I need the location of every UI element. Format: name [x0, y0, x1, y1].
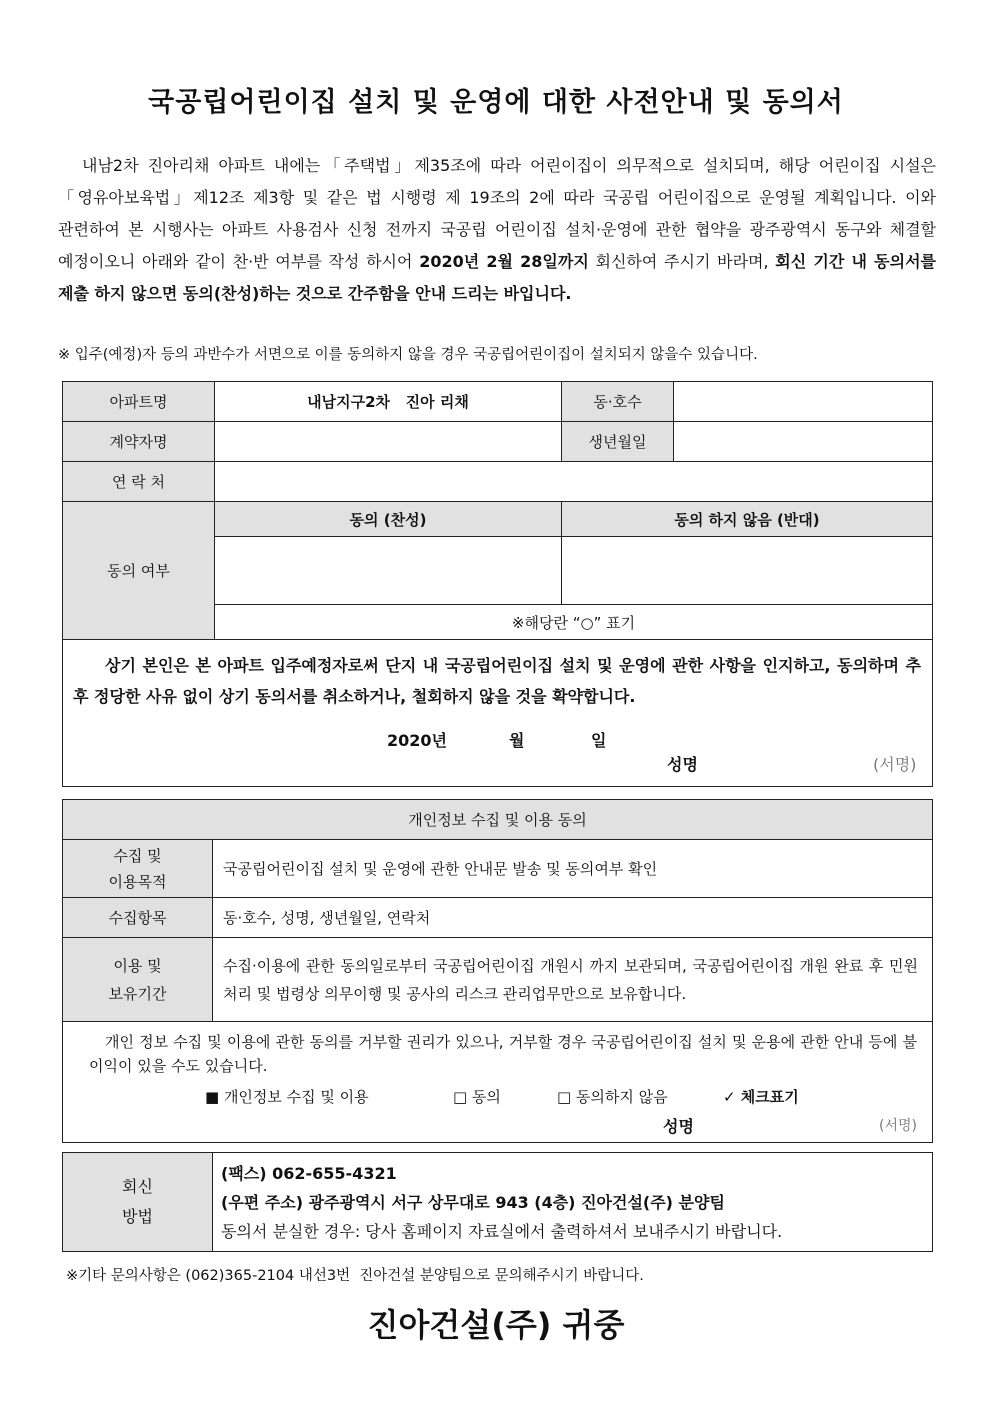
- items-value: 동·호수, 성명, 생년월일, 연락처: [213, 898, 933, 938]
- pledge-cell: [63, 640, 933, 787]
- pledge-sentence: 상기 본인은 본 아파트 입주예정자로써 단지 내 국공립어린이집 설치 및 운영에 관한 사항을 인지하고, 동의하며 추후 정당한 사유 없이 상기 동의서를 취소하거나, 철회하지 않을 것을 확약합니다.: [73, 656, 921, 706]
- agree-header: 동의 (찬성): [215, 502, 562, 537]
- privacy-sign-hint[interactable]: (서명): [879, 1118, 917, 1134]
- purpose-label: [63, 840, 213, 898]
- unit-field[interactable]: [674, 382, 933, 422]
- apt-value: 내남지구2차 진아 리채: [215, 382, 562, 422]
- retention-label-line2: 보유기간: [108, 984, 167, 1003]
- pledge-text: [73, 650, 921, 712]
- contact-label: 연 락 처: [63, 462, 215, 502]
- check-mark-hint: ✓ 체크표기: [723, 1088, 799, 1106]
- contractor-field[interactable]: [215, 422, 562, 462]
- sign-label: 성명: [667, 755, 698, 774]
- consent-label: 동의 여부: [63, 502, 215, 640]
- contact-field[interactable]: [215, 462, 933, 502]
- retention-label-line1: 이용 및: [113, 956, 162, 975]
- items-label: 수집항목: [63, 898, 213, 938]
- privacy-disagree-checkbox[interactable]: □ 동의하지 않음: [557, 1088, 668, 1106]
- intro-deadline: 2020년 2월 28일까지: [419, 252, 589, 271]
- document-title: 국공립어린이집 설치 및 운영에 대한 사전안내 및 동의서: [148, 87, 844, 118]
- intro-text-mid: 회신하여 주시기 바라며,: [588, 252, 776, 271]
- disagree-mark-cell[interactable]: [562, 537, 933, 605]
- inquiry-footnote: ※기타 문의사항은 (062)365-2104 내선3번 진아건설 분양팀으로 문의해주시기 바랍니다.: [66, 1268, 644, 1284]
- purpose-label-line1: 수집 및: [113, 846, 162, 865]
- intro-paragraph: [58, 150, 936, 310]
- unit-label: 동·호수: [562, 382, 674, 422]
- birth-field[interactable]: [674, 422, 933, 462]
- reply-label: [63, 1153, 213, 1252]
- date-year: 2020년: [387, 731, 447, 750]
- intro-text: 내남2차 진아리채 아파트 내에는「주택법」제35조에 따라 어린이집이 의무적으로 설치되며, 해당 어린이집 시설은「영유아보육법」제12조 제3항 및 같은 법 시행령 제 19조의 2에 따라 국공립 어린이집으로 운영될 계획입니다. 이와 관련하여 본 시행사는 아파트 사용검사 신청 전까지 국공립 어린이집 설치·운영에 관한 협약을 광주광역시 동구와 체결할 예정이오니 아래와 같이 찬·반 여부를 작성 하시어: [58, 156, 936, 271]
- contractor-label: 계약자명: [63, 422, 215, 462]
- retention-value: 수집·이용에 관한 동의일로부터 국공립어린이집 개원시 까지 보관되며, 국공립어린이집 개원 완료 후 민원처리 및 법령상 의무이행 및 공사의 리스크 관리업무만으로 보유합니다.: [213, 938, 933, 1022]
- sign-hint[interactable]: (서명): [873, 755, 917, 774]
- refuse-text: [89, 1030, 917, 1078]
- applicant-table: [62, 381, 933, 787]
- reply-details: [213, 1153, 933, 1252]
- date-day: 일: [591, 731, 607, 750]
- refuse-sentence: 개인 정보 수집 및 이용에 관한 동의를 거부할 권리가 있으나, 거부할 경우 국공립어린이집 설치 및 운용에 관한 안내 등에 불이익이 있을 수도 있습니다.: [89, 1033, 917, 1075]
- purpose-value: 국공립어린이집 설치 및 운영에 관한 안내문 발송 및 동의여부 확인: [213, 840, 933, 898]
- privacy-header: 개인정보 수집 및 이용 동의: [63, 800, 933, 840]
- date-month: 월: [509, 731, 525, 750]
- signoff: 진아건설(주) 귀중: [367, 1306, 625, 1344]
- disagree-header: 동의 하지 않음 (반대): [562, 502, 933, 537]
- reply-address: (우편 주소) 광주광역시 서구 상무대로 943 (4층) 진아건설(주) 분양팀: [221, 1192, 725, 1212]
- reply-lost-note: 동의서 분실한 경우: 당사 홈페이지 자료실에서 출력하셔서 보내주시기 바랍니다.: [221, 1221, 783, 1241]
- apt-label: 아파트명: [63, 382, 215, 422]
- birth-label: 생년월일: [562, 422, 674, 462]
- reply-table: [62, 1152, 933, 1252]
- refuse-cell: [63, 1022, 933, 1143]
- privacy-agree-checkbox[interactable]: □ 동의: [453, 1088, 501, 1106]
- reply-label-line2: 방법: [122, 1207, 153, 1226]
- retention-label: [63, 938, 213, 1022]
- mark-hint: ※해당란 “○” 표기: [215, 605, 933, 640]
- reply-label-line1: 회신: [122, 1177, 153, 1196]
- privacy-consent-label: ■ 개인정보 수집 및 이용: [205, 1088, 369, 1106]
- agree-mark-cell[interactable]: [215, 537, 562, 605]
- privacy-table: [62, 799, 933, 1143]
- majority-note: ※ 입주(예정)자 등의 과반수가 서면으로 이를 동의하지 않을 경우 국공립어린이집이 설치되지 않을수 있습니다.: [58, 347, 758, 363]
- reply-fax: (팩스) 062-655-4321: [221, 1163, 397, 1183]
- privacy-sign-label: 성명: [663, 1117, 694, 1136]
- intro-bold-notice: 회신 기간 내 동의서를 제출 하지 않으면 동의(찬성)하는 것으로 간주함을 안내 드리는 바입니다.: [58, 252, 936, 303]
- purpose-label-line2: 이용목적: [108, 872, 167, 891]
